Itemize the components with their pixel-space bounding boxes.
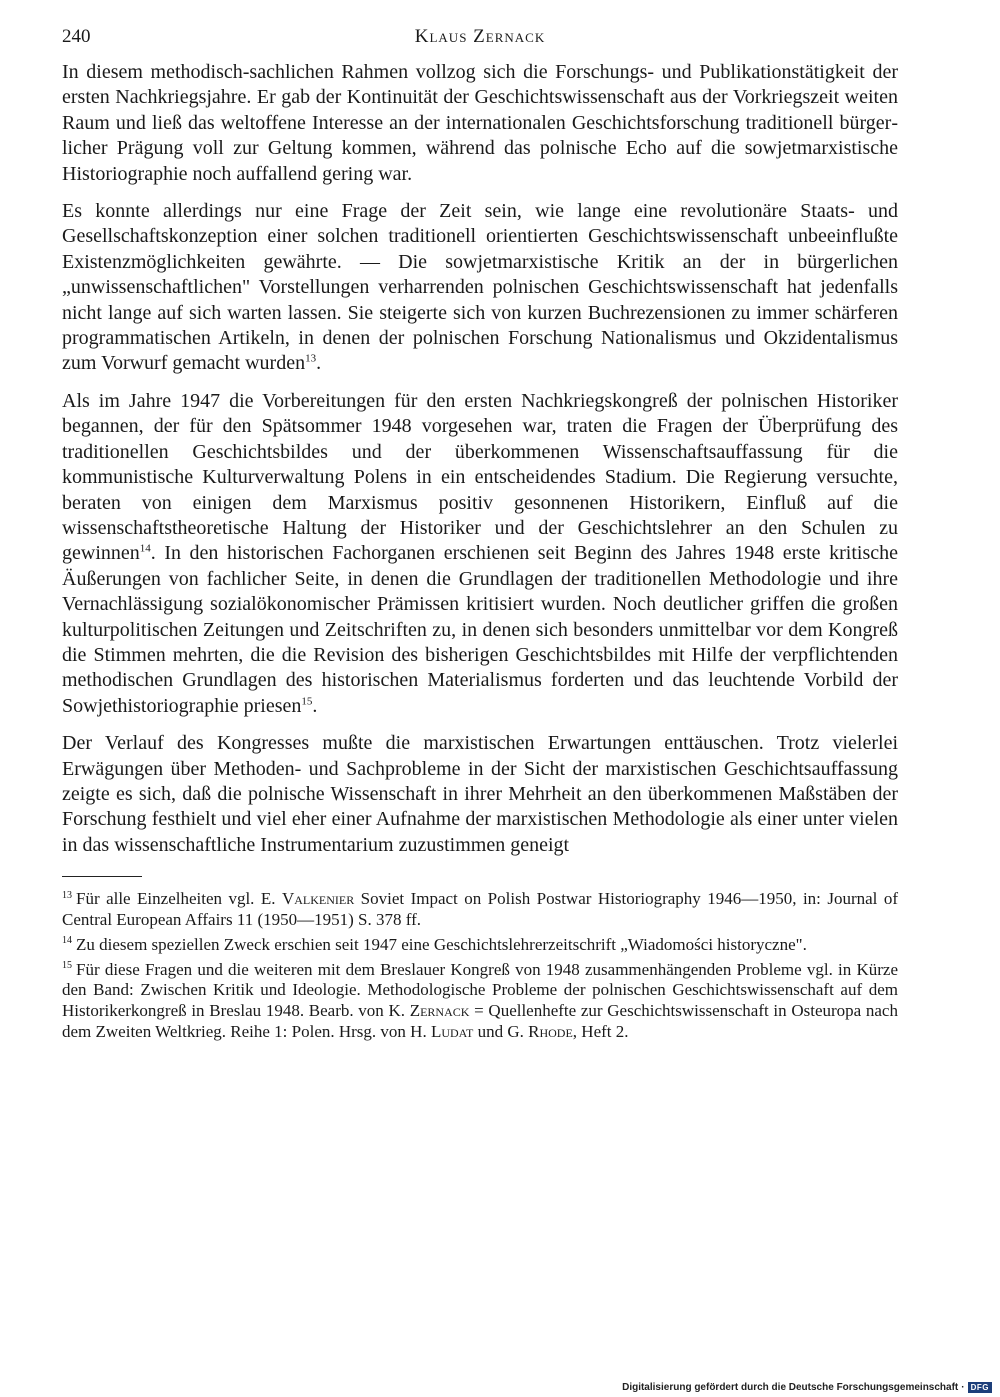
dfg-logo-icon: DFG [968, 1382, 992, 1393]
footnote-15-editor: Zernack [409, 1001, 470, 1021]
footnote-ref-15: 15 [301, 695, 313, 708]
footer-separator: · [961, 1382, 965, 1393]
paragraph-1 [62, 60, 898, 187]
paragraph-3-text-b: . In den historischen Fachorganen erschienen seit Beginn des Jahres 1948 erste kritische Äußerungen von fachlicher Seite, in denen die Grundlagen der traditionellen Methodologie und ihre Vernachlässigung sozialökonomischer Prämissen kritisiert wurden. Noch deutlicher griffen die großen kulturpolitischen Zeitungen und Zeitschriften zu, in denen sich besonders unmittelbar vor dem Kongreß die Stimmen mehrten, die die Revision des bisherigen Geschichtsbildes mit Hilfe der verpflichtenden methodischen Grundlagen des historischen Materialismus forderten und das leuchtende Vorbild der Sowjethistoriographie priesen [62, 542, 898, 717]
paragraph-4 [62, 731, 898, 858]
footer-text: Digitalisierung gefördert durch die Deutsche Forschungsgemeinschaft [622, 1382, 959, 1393]
footnote-15-text-c: und G. [473, 1021, 529, 1041]
footnote-14-text: Zu diesem speziellen Zweck erschien seit 1947 eine Geschichtslehrerzeitschrift „Wiadomości historyczne". [76, 934, 807, 954]
page-number: 240 [62, 26, 91, 47]
footnote-ref-14: 14 [139, 542, 151, 555]
body-text [62, 60, 898, 858]
footnote-15-text-b: = Quellenhefte zur Geschichtswissenschaft in Osteuropa nach dem Zweiten Weltkrieg. Reihe 1: Polen. Hrsg. von H. [62, 1001, 898, 1041]
footnote-13-text-a: Für alle Einzelheiten vgl. E. [76, 889, 282, 909]
footnote-13 [62, 889, 898, 931]
paragraph-3 [62, 389, 898, 719]
page [62, 26, 898, 1047]
footnote-13-author: Valkenier [281, 889, 355, 909]
footnote-13-number: 13 [62, 889, 72, 901]
footnote-15-text-a: Für diese Fragen und die weiteren mit dem Breslauer Kongreß von 1948 zusammenhängenden Probleme vgl. in Kürze den Band: Zwischen Kritik und Ideologie. Methodologische Probleme der polnischen Geschichtswissenschaft auf dem Historikerkongreß in Breslau 1948. Bearb. von K. [62, 959, 898, 1021]
footnote-15 [62, 960, 898, 1043]
footnote-15-number: 15 [62, 959, 72, 971]
paragraph-3-text-a: Als im Jahre 1947 die Vorbereitungen für den ersten Nachkriegskongreß der polnischen Historiker begannen, der für den Spätsommer 1948 vorgesehen war, traten die Fragen der Überprüfung des traditionellen Geschichtsbildes und der überkommenen Wissenschaftsauffassung für die kommunistische Kulturverwaltung Polens in ein entscheidendes Stadium. Die Regierung versuchte, beraten von einigen dem Marxismus positiv gesonnenen Historikern, Einfluß auf die wissenschaftstheoretische Haltung der Historiker und der Geschichtslehrer an den Schulen zu gewinnen [62, 389, 898, 565]
paragraph-3-end: . [312, 694, 318, 717]
footnote-14-number: 14 [62, 935, 72, 947]
paragraph-4-text: Der Verlauf des Kongresses mußte die marxistischen Erwartungen enttäuschen. Trotz vielerlei Erwägungen über Methoden- und Sachprobleme in der Sicht der marxistischen Geschichtsauffassung zeigte es sich, daß die polnische Wissenschaft in ihrer Mehrheit an den überkommenen Maßstäben der Forschung festhielt und viel eher einer Aufnahme der marxistischen Methodologie als einer unter vielen in das wissenschaftliche Instrumentarium zuzustimmen geneigt [62, 732, 898, 856]
footnote-15-editor-ludat: Ludat [430, 1021, 474, 1041]
footnotes [62, 889, 898, 1043]
paragraph-1-text: In diesem methodisch-sachlichen Rahmen vollzog sich die Forschungs- und Publikationstätigkeit der ersten Nachkriegsjahre. Er gab der Kontinuität der Geschichtswissenschaft aus der Vorkriegszeit weiten Raum und ließ das weltoffene Interesse an der internationalen Geschichtsforschung traditionell bürgerlicher Prägung voll zur Geltung kommen, während das polnische Echo auf die sowjetmarxistische Historiographie noch auffallend gering war. [62, 61, 898, 185]
footnote-divider [62, 876, 142, 877]
footnote-14 [62, 935, 898, 956]
paragraph-2-text: Es konnte allerdings nur eine Frage der Zeit sein, wie lange eine revolutionäre Staats- und Gesellschaftskonzeption einer solchen traditionell orientierten Geschichtswissenschaft unbeeinflußte Existenzmöglichkeiten gewährte. — Die sowjetmarxistische Kritik an der in bürgerlichen „unwissenschaftlichen" Vorstellungen verharrenden polnischen Geschichtswissenschaft hat jedenfalls nicht lange auf sich warten lassen. Sie steigerte sich von kurzen Buchrezensionen zu immer schärferen programmatischen Artikeln, in denen der polnischen Forschung Nationalismus und Okzidentalismus zum Vorwurf gemacht wurden [62, 200, 898, 375]
page-header [62, 26, 898, 60]
footnote-15-text-d: , Heft 2. [572, 1021, 629, 1041]
footnote-13-text-b: Soviet Impact on Polish Postwar Historiography 1946—1950, in: Journal of Central European Affairs 11 (1950—1951) S. 378 ff. [62, 889, 898, 929]
digitization-footer [622, 1382, 992, 1393]
running-head: Klaus Zernack [414, 26, 546, 47]
footnote-ref-13: 13 [305, 352, 317, 365]
paragraph-2: Es konnte allerdings nur eine Frage der Zeit sein, wie lange eine revolutionäre Staats- und Gesellschaftskonzeption einer solchen traditionell orientierten Geschichtswissenschaft unbeeinflußte Existenzmöglichkeiten gewährte. — Die sowjetmarxistische Kritik an der in bürgerlichen „unwissenschaftlichen" Vorstellungen verharrenden polnischen Geschichtswissenschaft hat jedenfalls nicht lange auf sich warten lassen. Sie steigerte sich von kurzen Buchrezensionen zu immer schärferen programmatischen Artikeln, in denen der polnischen Forschung Nationalismus und Okzidentalismus zum Vorwurf gemacht wurden$^{13}$. [62, 200, 898, 375]
footnote-15-editor-rhode: Rhode [528, 1021, 573, 1041]
